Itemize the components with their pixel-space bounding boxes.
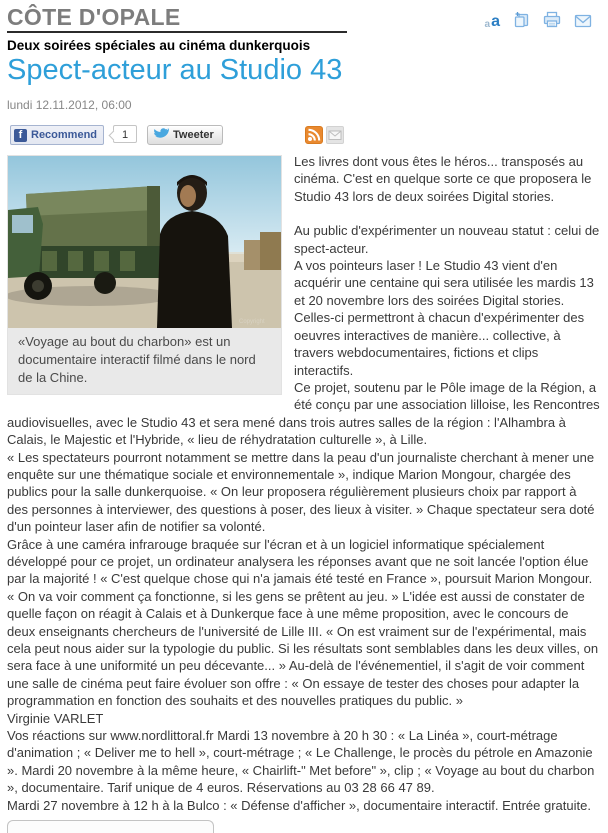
font-small-icon: a <box>484 19 491 31</box>
envelope-gray-icon <box>326 132 344 147</box>
copy-icon <box>513 11 530 30</box>
tweet-label: Tweeter <box>173 129 214 142</box>
comment-box-top[interactable] <box>7 820 214 833</box>
paragraph: Grâce à une caméra infrarouge braquée sur l'écran et à un logiciel informatique spécialement développé pour ce projet, un ordinateur analysera les réponses avant que ne soit lancée l'option élue par la majorité ! « C'est quelque chose qui n'a jamais été testé en France », poursuit Marion Mongour. « On va voir comment ça fonctionne, si les gens se prêtent au jeu. » L'idée est aussi de constater de quelle façon on réagit à Calais et à Dunkerque face à une même proposition, avec le concours de deux enseignants chercheurs de l'université de Lille III. « On est vraiment sur de l'expérimental, mais cela peut nous aider sur la typologie du public. Si les résultats sont semblables dans les deux villes, on sera face à une uniformité un peu décevante... » Au-delà de l'événementiel, il s'agit de voir comment une salle de cinéma peut faire évoluer son offre : « On essaye de tester des choses pour adapter la programmation en fonction des souhaits et des nouvelles pratiques du public. » <box>7 536 599 709</box>
copy-article-button[interactable] <box>513 11 530 30</box>
article-toolbar <box>485 11 592 30</box>
font-large-icon: a <box>491 13 500 31</box>
article-body <box>7 153 600 833</box>
social-share-bar <box>7 125 600 146</box>
article-photo[interactable] <box>8 156 281 328</box>
font-size-button[interactable] <box>485 14 500 30</box>
paragraph: Ce projet, soutenu par le Pôle image de la Région, a été conçu par une association lilloise, les Rencontres audiovisuelles, avec le Studio 43 et sera mené dans trois autres salles de la région : l'Alhambra à Calais, le Majestic et l'Hybride, « lieu de réhydratation culturelle », à Lille. <box>7 379 600 448</box>
masthead <box>7 5 600 33</box>
paragraph: Mardi 27 novembre à 12 h à la Bulco : « Défense d'afficher », documentaire interactif. Entrée gratuite. <box>7 797 591 813</box>
section-title[interactable]: CÔTE D'OPALE <box>7 5 347 33</box>
envelope-icon <box>574 14 592 30</box>
email-share-button[interactable] <box>326 126 344 147</box>
printer-icon <box>543 11 561 30</box>
tweet-button[interactable] <box>147 125 223 145</box>
paragraph: A vos pointeurs laser ! Le Studio 43 vient d'en acquérir une centaine qui sera utilisée les mardis 13 et 20 novembre lors des soirées Digital stories. <box>294 258 594 308</box>
email-article-button[interactable] <box>574 14 592 30</box>
paragraph: Vos réactions sur www.nordlittoral.fr Mardi 13 novembre à 20 h 30 : « La Linéa », court-métrage d'animation ; « Deliver me to hell », court-métrage ; « Le Challenge, le procès du pétrole en Amazonie ». Mardi 20 novembre à la même heure, « Chairlift-" Met before" », clip ; « Voyage au bout du charbon », documentaire. Tarif unique de 4 euros. Réservations au 03 28 66 47 89. <box>7 728 595 796</box>
author-byline: Virginie VARLET <box>7 710 104 726</box>
paragraph: Au public d'expérimenter un nouveau statut : celui de spect-acteur. <box>294 223 600 256</box>
rss-icon <box>305 132 323 147</box>
photo-watermark: Copyright <box>239 319 265 326</box>
paragraph: « Les spectateurs pourront notamment se mettre dans la peau d'un journaliste cherchant à mener une enquête sur une thématique sociale et environnementale », indique Marion Mongour, chargée des publics pour la salle dunkerquoise. « On leur proposera régulièrement plusieurs choix par rapport à des personnes à interviewer, des questions à poser, des lieux à visiter. » Chaque spectateur sera doté d'un pointeur laser afin de notifier sa volonté. <box>7 449 595 535</box>
facebook-recommend-button[interactable] <box>10 125 104 145</box>
paragraph: Les livres dont vous êtes le héros... transposés au cinéma. C'est en quelque sorte ce que proposera le Studio 43 lors de deux soirées Digital stories. <box>294 154 592 204</box>
article-figure <box>7 155 282 395</box>
facebook-like-count: 1 <box>113 125 137 143</box>
print-button[interactable] <box>543 11 561 30</box>
paragraph: Celles-ci permettront à chacun d'expérimenter des oeuvres interactives de manière... collective, à travers webdocumentaires, fictions et clips interactifs. <box>294 310 585 378</box>
article-title: Spect-acteur au Studio 43 <box>7 54 343 87</box>
facebook-icon: f <box>14 129 27 142</box>
photo-caption: «Voyage au bout du charbon» est un documentaire interactif filmé dans le nord de la Chine. <box>18 334 256 386</box>
rss-button[interactable] <box>305 126 323 147</box>
publish-date: lundi 12.11.2012, 06:00 <box>7 98 132 113</box>
facebook-recommend-label: Recommend <box>31 129 98 142</box>
article-kicker: Deux soirées spéciales au cinéma dunkerquois <box>7 38 311 54</box>
twitter-bird-icon <box>154 128 169 143</box>
